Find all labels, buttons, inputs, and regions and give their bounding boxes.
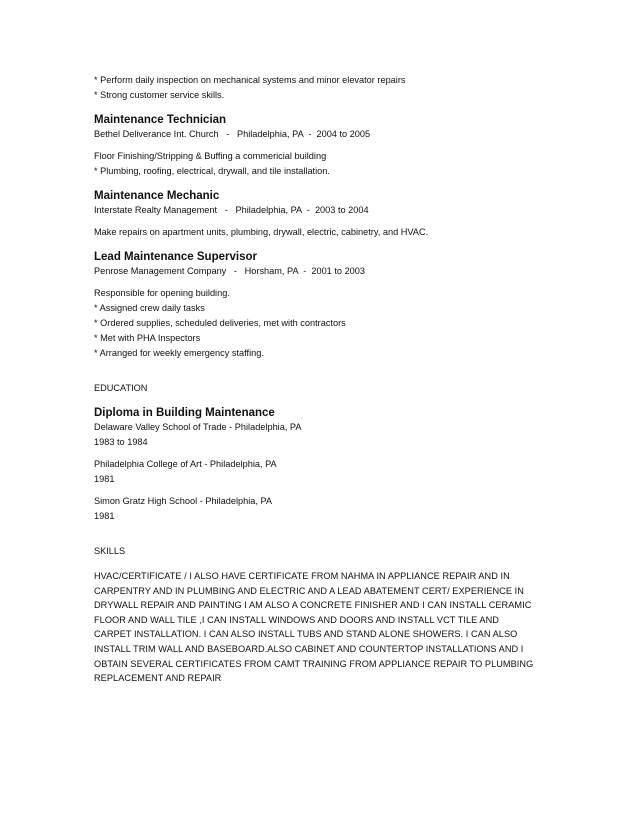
duty-line: * Ordered supplies, scheduled deliveries, met with contractors xyxy=(94,318,346,328)
duty-line: * Arranged for weekly emergency staffing. xyxy=(94,348,264,358)
job-title: Maintenance Technician xyxy=(94,114,227,126)
skills-line: INSTALL TRIM WALL AND BASEBOARD.ALSO CABINET AND COUNTERTOP INSTALLATIONS AND I xyxy=(94,643,524,654)
education-heading: EDUCATION xyxy=(94,383,148,393)
duty-line: * Strong customer service skills. xyxy=(94,90,225,100)
skills-line: CARPENTRY AND IN PLUMBING AND ELECTRIC AND A LEAD ABATEMENT CERT/ EXPERIENCE IN xyxy=(94,585,524,596)
school-years: 1981 xyxy=(94,511,115,521)
job-title: Lead Maintenance Supervisor xyxy=(94,251,257,263)
job-title: Maintenance Mechanic xyxy=(94,190,220,202)
job-meta: Penrose Management Company - Horsham, PA - 2001 to 2003 xyxy=(94,266,366,276)
duty-line: * Met with PHA Inspectors xyxy=(94,333,201,343)
duty-line: * Perform daily inspection on mechanical systems and minor elevator repairs xyxy=(94,75,406,85)
skills-paragraph xyxy=(94,569,554,686)
previous-job-duties xyxy=(94,73,554,103)
job-entry-maintenance-mechanic xyxy=(94,189,554,240)
skills-heading: SKILLS xyxy=(94,546,126,556)
degree-title: Diploma in Building Maintenance xyxy=(94,407,275,419)
duty-line: Make repairs on apartment units, plumbing, drywall, electric, cabinetry, and HVAC. xyxy=(94,227,429,237)
skills-line: CARPET INSTALLATION. I CAN ALSO INSTALL TUBS AND STAND ALONE SHOWERS. I CAN ALSO xyxy=(94,629,518,640)
skills-line: HVAC/CERTIFICATE / I ALSO HAVE CERTIFICATE FROM NAHMA IN APPLIANCE REPAIR AND IN xyxy=(94,571,510,581)
job-meta: Bethel Deliverance Int. Church - Philadelphia, PA - 2004 to 2005 xyxy=(94,129,371,139)
school-name: Simon Gratz High School - Philadelphia, PA xyxy=(94,496,273,506)
school-years: 1983 to 1984 xyxy=(94,437,148,447)
job-entry-lead-maintenance-supervisor xyxy=(94,250,554,361)
duty-line: Responsible for opening building. xyxy=(94,288,230,298)
job-entry-maintenance-technician xyxy=(94,113,554,179)
skills-line: DRYWALL REPAIR AND PAINTING I AM ALSO A CONCRETE FINISHER AND I CAN INSTALL CERAMIC xyxy=(94,600,532,611)
duty-line: * Assigned crew daily tasks xyxy=(94,303,205,313)
school-name: Delaware Valley School of Trade - Philadelphia, PA xyxy=(94,422,302,432)
skills-section xyxy=(94,544,554,686)
resume-content xyxy=(94,73,554,686)
skills-line: OBTAIN SEVERAL CERTIFICATES FROM CAMT TRAINING FROM APPLIANCE REPAIR TO PLUMBING xyxy=(94,658,534,669)
education-section xyxy=(94,381,554,524)
skills-line: FLOOR AND WALL TILE ,I CAN INSTALL WINDOWS AND DOORS AND INSTALL VCT TILE AND xyxy=(94,614,499,625)
school-years: 1981 xyxy=(94,474,115,484)
duty-line: Floor Finishing/Stripping & Buffing a commericial building xyxy=(94,151,327,161)
skills-line: REPLACEMENT AND REPAIR xyxy=(94,673,222,684)
job-meta: Interstate Realty Management - Philadelphia, PA - 2003 to 2004 xyxy=(94,205,369,215)
duty-line: * Plumbing, roofing, electrical, drywall, and tile installation. xyxy=(94,166,330,176)
school-name: Philadelphia College of Art - Philadelphia, PA xyxy=(94,459,277,469)
